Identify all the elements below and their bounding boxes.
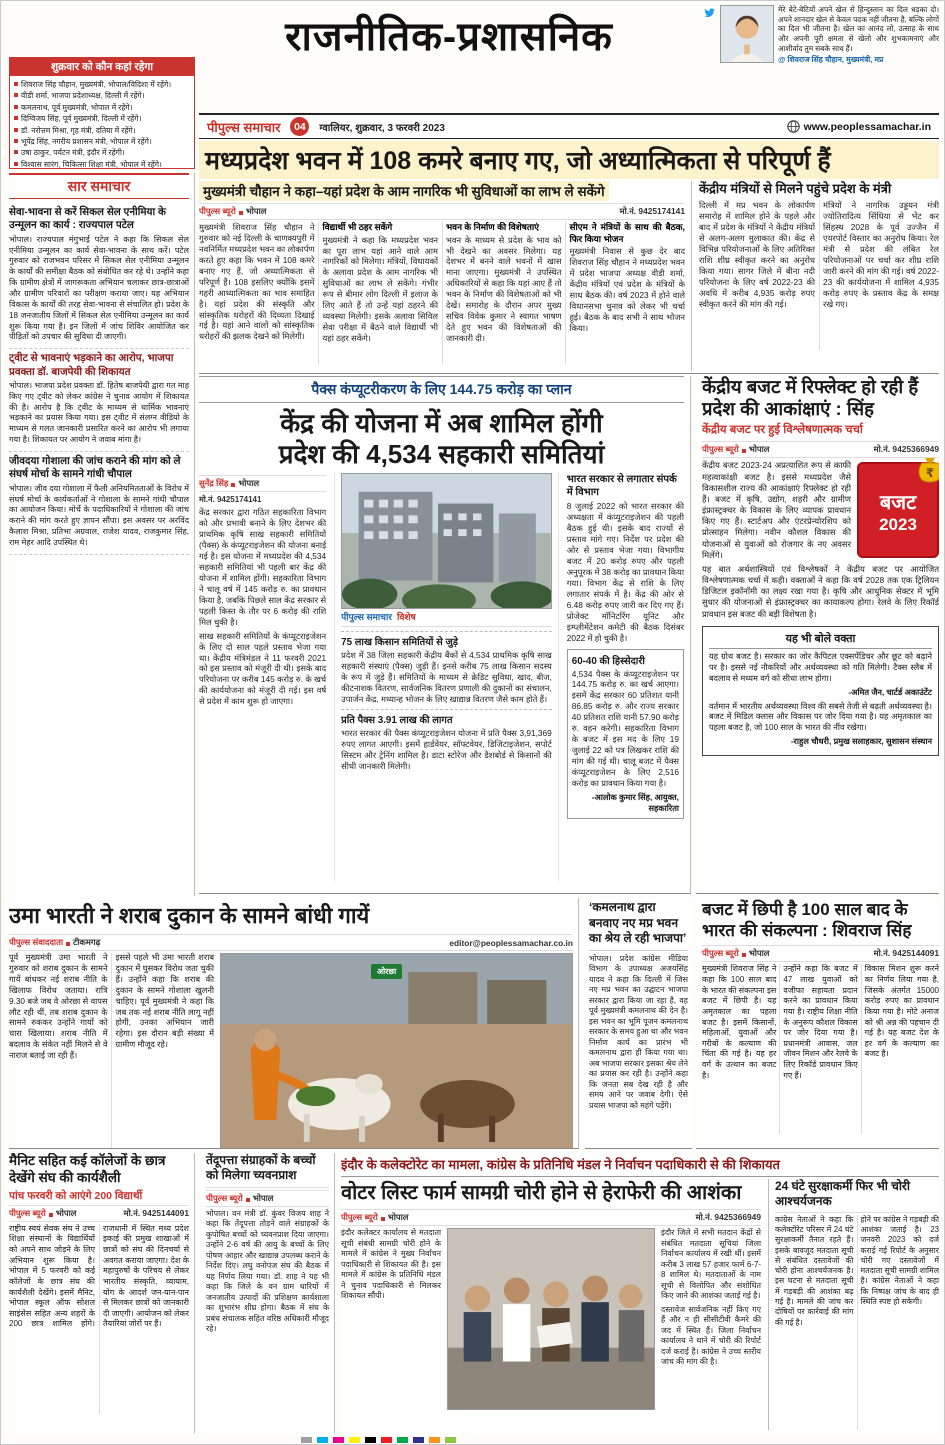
budget-2023-badge xyxy=(857,462,939,558)
registration-mark xyxy=(349,1437,360,1443)
byline-email[interactable]: editor@peoplessamachar.co.in xyxy=(449,937,573,948)
kamalnath-body: भोपाल। प्रदेश कांग्रेस मीडिया विभाग के उपाध्यक्ष अजयसिंह यादव ने कहा कि दिल्ली में जिस नए मप्र भवन का उद्घाटन भाजपा सरकार द्वारा किया जा रहा है, वह पूर्व मुख्यमंत्री कमलनाथ की देन है। इस भवन का भूमि पूजन कमलनाथ सरकार के समय हुआ था और भवन निर्माण कार्य का प्रारंभ भी कमलनाथ द्वारा ही किया गया था। अब भाजपा सरकार इसका श्रेय लेने का प्रयास कर रही है। उन्होंने कहा कि जनता सब देख रही है और समय आने पर जवाब देगी। ऐसे प्रयास भाजपा को महंगे पड़ेंगे। xyxy=(589,953,688,1110)
uma-body xyxy=(9,953,214,1149)
byline-agency: पीपुल्स ब्यूरो xyxy=(9,1207,46,1218)
lead-headline: मध्यप्रदेश भवन में 108 कमरे बनाए गए, जो अध्यात्मिकता से परिपूर्ण हैं xyxy=(199,141,939,179)
byline-separator-icon xyxy=(49,1213,53,1217)
speaker-sign: -अमित जैन, चार्टर्ड अकाउंटेंट xyxy=(848,687,932,697)
schedule-item-text: दिग्विजय सिंह, पूर्व मुख्यमंत्री, दिल्ली में रहेंगे। xyxy=(21,114,142,124)
dateline-strip xyxy=(199,113,939,139)
byline-row xyxy=(9,934,573,951)
uma-cows-photo xyxy=(220,953,573,1149)
print-registration-marks xyxy=(301,1437,456,1443)
budget-analysis-story xyxy=(696,376,939,894)
schedule-item xyxy=(14,90,190,101)
globe-icon xyxy=(787,120,800,133)
sidebar-story xyxy=(9,203,189,349)
tendu-story xyxy=(201,1153,335,1433)
schedule-box xyxy=(9,57,195,169)
byline-separator-icon xyxy=(231,483,235,487)
photo-caption-tag: विशेष xyxy=(397,612,416,623)
pacs-box-cost-body: भारत सरकार की पैक्स कंप्यूटराइजेशन योजना में प्रति पैक्स 3,91,369 रुपए लागत आएगी। इसमें हार्डवेयर, सॉफ्टवेयर, डिजिटाइजेशन, सपोर्ट सिस्टम और ट्रेनिंग शामिल है। डाटा स्टोरेज और डैशबोर्ड से किसानों की सीधी जानकारी मिलेगी। xyxy=(341,728,552,771)
crosshead: विद्यार्थी भी ठहर सकेंगे xyxy=(322,222,393,232)
money-bag-icon xyxy=(913,452,939,486)
paragraph: दिल्ली में मप्र भवन के लोकार्पण समारोह में शामिल होने के पहले और बाद में प्रदेश के मंत्रियों ने केंद्रीय मंत्रियों से अलग-अलग मुलाकात की। केंद्र से विभिन्न परियोजनाओं के लिए अतिरिक्त राशि शीघ्र स्वीकृत करने का अनुरोध किया गया। सागर जिले में बीना नदी परियोजना के लिए वर्ष 2022-23 की अवधि में करीब 4,935 करोड़ रुपए स्वीकृत करने की मांग की गई। xyxy=(699,200,815,309)
paragraph: मुख्यमंत्री निवास से कुछ देर बाद शिवराज सिंह चौहान ने मध्यप्रदेश भवन में प्रदेश भाजपा अध्यक्ष वीडी शर्मा, केंद्रीय मंत्रियों एवं प्रदेश के मंत्रियों के साथ बैठक की। वर्ष 2023 में होने वाले विधानसभा चुनाव को लेकर भी चर्चा हुई। बैठक के बाद सभी ने साथ भोजन किया। xyxy=(569,246,685,333)
twitter-icon xyxy=(701,6,717,20)
byline-city: भोपाल xyxy=(238,478,260,489)
paragraph: पूर्व मुख्यमंत्री उमा भारती ने गुरुवार को शराब दुकान के सामने गायें बांधकर नई शराब नीति के खिलाफ विरोध जताया। रात्रि 9.30 बजे जब वे ओरछा से वापस लौट रही थीं, तब शराब दुकान के सामने रुककर उन्होंने गायों को चारा खिलाया। शराब नीति में बदलाव के संकेत नहीं मिलने से वे नाराज बताई जा रही हैं। xyxy=(9,953,108,1061)
pacs-share-body: 4,534 पैक्स के कंप्यूटराइजेशन पर 144.75 करोड़ रु. का खर्च आएगा। इसमें केंद्र सरकार 60 प्रतिशत यानी 86.85 करोड़ रु. और राज्य सरकार 40 प्रतिशत राशि यानी 57.90 करोड़ रु. वहन करेगी। सहकारिता विभाग के बजट में इस मद के लिए 19 जुलाई 22 को पत्र लिखकर राशि की मांग की गई थी। चालू बजट में पैक्स कंप्यूटराइजेशन के लिए 2,516 करोड़ का प्रावधान किया गया है। xyxy=(571,668,679,788)
tendu-body: भोपाल। वन मंत्री डॉ. कुंवर विजय शाह ने कहा कि तेंदूपत्ता तोड़ने वाले संग्राहकों के कुपोषित बच्चों को च्यवनप्राश दिया जाएगा। उन्होंने 2-6 वर्ष की आयु के बच्चों के लिए पोषण आहार और खाद्यान्न उपलब्ध कराने के निर्देश दिए। लघु वनोपज संघ की बैठक में यह निर्णय लिया गया। डॉ. शाह ने यह भी कहा कि जिले के वन ग्राम धारियों में जनजातीय उत्पादों की प्रशिक्षण कार्यशाला का शुभारंभ शीघ्र होगा। बैठक में संघ के प्रबंध संचालक सहित वरिष्ठ अधिकारी मौजूद रहे। xyxy=(206,1208,329,1334)
registration-mark xyxy=(413,1437,424,1443)
byline-phone: मो.नं. 9425144091 xyxy=(873,948,939,959)
tweet-text: मेरे बेटे-बेटियों अपने खेल से हिन्दुस्तान का दिल धड़का दो। अपने शानदार खेल से केवल पदक नहीं जीतना है, बल्कि लोगों का दिल भी जीतना है। खेल का आनंद लो, उत्साह के साथ और अपनी पूरी क्षमता से खेलो और शुभकामनाएं और आशीर्वाद तुम सबके साथ हैं। xyxy=(778,5,939,53)
byline-phone: मो.नं. 9425366949 xyxy=(695,1212,761,1223)
schedule-item xyxy=(14,159,190,169)
byline-separator-icon xyxy=(66,942,70,946)
paragraph: होने पर कांग्रेस ने गड़बड़ी की आशंका जताई है। 23 जनवरी 2023 को दर्ज कराई गई रिपोर्ट के अनुसार चोरी गए दस्तावेजों में मतदाता सूची सामग्री शामिल है। कांग्रेस नेताओं ने कहा कि निष्पक्ष जांच के बाद ही स्थिति स्पष्ट हो सकेगी। xyxy=(860,1214,939,1306)
registration-mark xyxy=(365,1437,376,1443)
registration-mark xyxy=(301,1437,312,1443)
pacs-col-center xyxy=(334,473,559,881)
paper-brand: पीपुल्स समाचार xyxy=(207,119,281,135)
orchha-sign-label: ओरछा xyxy=(371,964,402,979)
paragraph: इससे पहले भी उमा भारती शराब दुकान में घुसकर विरोध जता चुकी हैं। उन्होंने कहा कि शराब की दुकान के सामने गोशाला खुलनी चाहिए। पूर्व मुख्यमंत्री ने कहा कि जब तक नई शराब नीति लागू नहीं होगी, उनका अभियान जारी रहेगा। इस दौरान बड़ी संख्या में ग्रामीण मौजूद रहे। xyxy=(115,953,214,1050)
schedule-item-text: भूपेंद्र सिंह, नगरीय प्रशासन मंत्री, भोपाल में रहेंगे। xyxy=(21,136,152,146)
cm-tweet-box xyxy=(701,5,939,111)
paragraph: इंदौर जिले में सभी मतदान केंद्रों से संबंधित मतदाता सूचियां जिला निर्वाचन कार्यालय में रखी थीं। इसमें करीब 3 लाख 57 हजार फार्म 6-7-8 शामिल थे। मतदाताओं के नाम सूची से विलोपित और संशोधित किए जाने की आशंका जताई गई है। xyxy=(661,1228,761,1301)
paragraph: मुख्यमंत्री शिवराज सिंह चौहान ने गुरुवार को नई दिल्ली के चाणक्यपुरी में नवनिर्मित मध्यप्रदेश भवन का लोकार्पण करते हुए कहा कि भवन में 108 कमरे बनाए गए हैं, जो अध्यात्मिकता से परिपूर्ण हैं। 108 इसलिए क्योंकि इसमें गहरी आध्यात्मिकता का भाव समाहित है। यहां प्रदेश की संस्कृति और सांस्कृतिक धरोहरों की दिव्यता दिखाई गई है। यहां आने वालों को सांस्कृतिक धरोहरों की झलक देखने को मिलेगी। xyxy=(199,222,315,342)
news-digest-sidebar xyxy=(9,173,195,896)
lead-story-main xyxy=(199,181,691,371)
shivraj-budget-story xyxy=(696,898,939,1149)
cm-portrait-illustration xyxy=(721,6,773,62)
byline-separator-icon xyxy=(742,449,746,453)
registration-mark xyxy=(333,1437,344,1443)
byline-city: भोपाल xyxy=(387,1212,409,1223)
pacs-box-farmers-body: प्रदेश में 38 जिला सहकारी केंद्रीय बैंकों से 4,534 प्राथमिक कृषि साख सहकारी संस्थाएं (पैक्स) जुड़ी हैं। इनसे करीब 75 लाख किसान सदस्य के रूप में जुड़े हैं। समितियों के माध्यम से क्रेडिट सुविधा, खाद, बीज, कीटनाशक वितरण, सार्वजनिक वितरण प्रणाली की दुकानों का संचालन, उपार्जन केंद्र, मध्यान्ह भोजन के लिए खाद्यान्न वितरण जैसे काम होते हैं। xyxy=(341,650,552,705)
lead-subhead: मुख्यमंत्री चौहान ने कहा–यहां प्रदेश के आम नागरिक भी सुविधाओं का लाभ ले सकेंगे xyxy=(199,181,609,201)
ministers-body xyxy=(699,200,939,350)
lead-body xyxy=(199,222,685,364)
byline-separator-icon xyxy=(381,1217,385,1221)
pacs-box-cost-head: प्रति पैक्स 3.91 लाख की लागत xyxy=(341,709,552,726)
manit-rss-story xyxy=(9,1153,195,1433)
byline-agency: पीपुल्स ब्यूरो xyxy=(199,206,236,216)
website-link[interactable] xyxy=(787,120,931,133)
voter-substory-headline: 24 घंटे सुरक्षाकर्मी फिर भी चोरी आश्चर्यजनक xyxy=(775,1179,939,1213)
voter-headline: वोटर लिस्ट फार्म सामग्री चोरी होने से हेराफेरी की आशंका xyxy=(341,1182,742,1204)
shivraj-body xyxy=(702,964,939,1134)
uma-bharti-story xyxy=(9,898,579,1149)
sidebar-story xyxy=(9,349,189,452)
pacs-story xyxy=(199,376,691,894)
website-url[interactable]: www.peoplessamachar.in xyxy=(803,120,931,133)
sidebar-story xyxy=(9,452,189,555)
byline-row xyxy=(206,1190,329,1207)
crosshead: भवन के निर्माण की विशेषताएं xyxy=(446,222,539,232)
schedule-item xyxy=(14,125,190,136)
paragraph: साख सहकारी समितियों के कंप्यूटराइजेशन के लिए दो साल पहले प्रस्ताव भेजा गया था। केंद्रीय मंत्रिमंडल ने 11 फरवरी 2021 को इस प्रस्ताव को मंजूरी दी थी। इसके बाद परियोजना पर करीब 145 करोड़ रु. के खर्च की कार्ययोजना को मंजूरी दी गई। इस वर्ष से प्रदेश में काम शुरू हो जाएगा। xyxy=(199,630,327,707)
schedule-item xyxy=(14,102,190,113)
schedule-list xyxy=(10,76,194,169)
registration-mark xyxy=(429,1437,440,1443)
manit-subhead: पांच फरवरी को आएंगे 200 विद्यार्थी xyxy=(9,1189,143,1202)
cm-portrait-photo xyxy=(720,5,774,63)
budget-headline: केंद्रीय बजट में रिफ्लेक्ट हो रही हैं प्रदेश की आकांक्षाएं : सिंह xyxy=(702,376,919,420)
crosshead: सीएम ने मंत्रियों के साथ की बैठक, फिर किया भोजन xyxy=(569,222,685,244)
budget-subhead: केंद्रीय बजट पर हुई विश्लेषणात्मक चर्चा xyxy=(702,424,863,437)
byline-separator-icon xyxy=(246,1198,250,1202)
schedule-item-text: डॉ. नरोत्तम मिश्रा, गृह मंत्री, दतिया में रहेंगे। xyxy=(21,125,136,135)
paragraph: केंद्रीय बजट 2023-24 अप्रत्याशित रूप से काफी महत्वाकांक्षी बजट है। इससे मध्यप्रदेश जैसे विकासशील राज्य की आकांक्षाएं रिफ्लेक्ट हो रही हैं। बजट में कृषि, उद्योग, शहरी और ग्रामीण इंफ्रास्ट्रक्चर के विकास के लिए व्यापक प्रावधान किए गए हैं। स्टार्टअप और एंटरप्रेन्योरशिप को प्रोत्साहन मिलेगा। नवीन कौशल विकास की योजनाओं से युवाओं को रोजगार के नए अवसर मिलेंगे। xyxy=(702,460,851,560)
page-number-badge: 04 xyxy=(290,117,309,136)
speaker-quote: वर्तमान में भारतीय अर्थव्यवस्था विश्व की सबसे तेजी से बढ़ती अर्थव्यवस्था है। बजट में मिडिल क्लास और विकास पर जोर दिया गया है। यह अमृतकाल का पहला बजट है, जो 100 साल के भारत की नींव रखेगा। xyxy=(709,701,932,733)
building-photo-illustration xyxy=(342,474,551,608)
paragraph: यह बात अर्थशास्त्रियों एवं विश्लेषकों ने केंद्रीय बजट पर आयोजित विश्लेषणात्मक चर्चा में कही। वक्ताओं ने कहा कि वर्ष 2028 तक एक ट्रिलियन डिजिटल इकॉनॉमी का लक्ष्य रखा गया है। कृषि और आधुनिक सेक्टर में भूमि सुधार की योजनाओं से इंफ्रास्ट्रक्चर का कायाकल्प होगा। रेलवे के लिए रिकॉर्ड प्रावधान इस बजट की बड़ी विशेषता है। xyxy=(702,563,939,619)
pacs-col-right xyxy=(567,473,684,881)
speaker-quote: यह ग्रोथ बजट है। सरकार का जोर कैपिटल एक्सपेंडिचर और छूट को बढ़ाने पर है। इससे नई नौकरियों और अर्थव्यवस्था को गति मिलेगी। टैक्स स्लैब में बदलाव से मध्यम वर्ग को सीधा लाभ होगा। xyxy=(709,651,932,683)
paragraph: केंद्र सरकार द्वारा गठित सहकारिता विभाग को और प्रभावी बनाने के लिए देशभर की प्राथमिक कृषि साख सहकारी समितियों (पैक्स) के कंप्यूटराइजेशन की योजना बनाई गई है। इस योजना में मध्यप्रदेश की 4,534 सहकारी समितियां भी पहली बार केंद्र की योजना में शामिल होंगी। सहकारिता विभाग ने चालू वर्ष में 145 करोड़ रु. का प्रावधान किया है, जबकि पिछले साल केंद्र सरकार से पहली किस्त के तौर पर 6 करोड़ की राशि मिल चुकी है। xyxy=(199,507,327,627)
byline-city: भोपाल xyxy=(252,1192,274,1203)
photo-caption-brand: पीपुल्स समाचार xyxy=(341,612,392,623)
pacs-headline-line1: केंद्र की योजना में अब शामिल होंगी xyxy=(280,408,603,438)
pacs-kicker: पैक्स कंप्यूटरीकरण के लिए 144.75 करोड़ का प्लान xyxy=(199,376,684,403)
schedule-item xyxy=(14,79,190,90)
memorandum-photo-illustration xyxy=(448,1229,654,1409)
paragraph: मंत्रियों ने नागरिक उड्डयन मंत्री ज्योतिरादित्य सिंधिया से भेंट कर सिंहस्थ 2028 के पूर्व उज्जैन में एयरपोर्ट विस्तार का अनुरोध किया। रेल मंत्री से प्रदेश की लंबित रेल परियोजनाओं पर चर्चा कर शीघ्र राशि जारी करने की मांग की गई। वर्ष 2022-23 की कार्ययोजना में शामिल 4,935 करोड़ रुपए के प्रस्ताव केंद्र के समक्ष रखे गए। xyxy=(823,200,939,309)
bullet-icon xyxy=(14,139,18,143)
pacs-body xyxy=(199,507,326,707)
byline-phone: मो.नं. 9425366949 xyxy=(873,444,939,455)
byline-city: भोपाल xyxy=(748,444,770,455)
schedule-item-text: वीडी शर्मा, भाजपा प्रदेशाध्यक्ष, दिल्ली में रहेंगे। xyxy=(21,91,145,101)
voter-substory-body xyxy=(775,1215,939,1430)
byline-row xyxy=(199,203,685,220)
sidebar-header: सार समाचार xyxy=(9,173,189,199)
schedule-item xyxy=(14,147,190,158)
pacs-box-farmers-head: 75 लाख किसान समितियों से जुड़े xyxy=(341,631,552,648)
speakers-box xyxy=(702,626,939,756)
schedule-item-text: कमलनाथ, पूर्व मुख्यमंत्री, भोपाल में रहेंगे। xyxy=(21,102,133,112)
sidebar-story-title: जीवदया गोशाला की जांच कराने की मांग को ले संघर्ष मोर्चा के सामने गांधी चौपाल xyxy=(9,456,181,481)
tweet-attribution[interactable]: @ शिवराज सिंह चौहान, मुख्यमंत्री, मप्र xyxy=(778,55,884,65)
pacs-share-box xyxy=(567,649,684,819)
shivraj-headline: बजट में छिपी है 100 साल बाद के भारत की संकल्पना : शिवराज सिंह xyxy=(702,900,912,940)
byline-city: टीकमगढ़ xyxy=(73,937,101,947)
schedule-item-text: शिवराज सिंह चौहान, मुख्यमंत्री, भोपाल/विदिशा में रहेंगे। xyxy=(21,80,172,89)
voter-list-story xyxy=(341,1153,939,1433)
paragraph: मुख्यमंत्री शिवराज सिंह ने कहा कि 100 साल बाद के भारत की संकल्पना इस बजट में छिपी है। यह अमृतकाल का पहला बजट है। इसमें किसानों, महिलाओं, युवाओं और गरीबों के कल्याण की चिंता की गई है। यह हर वर्ग के उत्थान का बजट है। xyxy=(702,964,777,1080)
schedule-item-text: उषा ठाकुर, पर्यटन मंत्री, इंदौर में रहेंगी। xyxy=(21,148,125,158)
bullet-icon xyxy=(14,128,18,132)
pacs-headline xyxy=(199,403,684,473)
registration-mark xyxy=(397,1437,408,1443)
kamalnath-story xyxy=(585,898,692,1149)
pacs-share-head: 60-40 की हिस्सेदारी xyxy=(571,655,645,667)
voter-kicker: इंदौर के कलेक्टोरेट का मामला, कांग्रेस के प्रतिनिधि मंडल ने निर्वाचन पदाधिकारी से की शिकायत xyxy=(341,1153,939,1177)
svg-text:₹: ₹ xyxy=(925,466,935,481)
registration-mark xyxy=(445,1437,456,1443)
voter-story-main xyxy=(341,1179,761,1430)
bullet-icon xyxy=(14,105,18,109)
badge-word: बजट xyxy=(879,492,917,515)
byline-agency: पीपुल्स संवाददाता xyxy=(9,937,64,947)
byline-city: भोपाल xyxy=(245,206,267,216)
pacs-col-left xyxy=(199,473,326,881)
bullet-icon xyxy=(14,93,18,97)
pacs-signoff: -आलोक कुमार सिंह, आयुक्त, सहकारिता xyxy=(591,792,679,813)
byline-row xyxy=(199,475,326,492)
byline-row xyxy=(702,441,939,458)
sidebar-story-body: भोपाल। भाजपा प्रदेश प्रवक्ता डॉ. हितेष बाजपेयी द्वारा गत माह किए गए ट्वीट को लेकर कांग्रेस ने चुनाव आयोग में शिकायत की है। आरोप है कि ट्वीट के माध्यम से धार्मिक भावनाएं भड़काने का प्रयास किया गया। इस ट्वीट में संलग्न वीडियो के माध्यम से गलत जानकारी प्रसारित करने का आरोप भी लगाया गया है। शिकायत पर आयोग ने जवाब मांगा है। xyxy=(9,380,189,445)
speaker-sign: -राहुल चौधरी, प्रमुख सलाहकार, सुशासन संस्थान xyxy=(790,737,932,747)
byline-separator-icon xyxy=(239,211,243,215)
pacs-contact-head: भारत सरकार से लगातार संपर्क में विभाग xyxy=(566,474,677,499)
byline-agency: पीपुल्स ब्यूरो xyxy=(341,1212,378,1223)
paragraph: विकास मिशन शुरू करने का निर्णय लिया गया है, जिसके अंतर्गत 15000 करोड़ रुपए का प्रावधान किया गया है। मोटे अनाज को श्री अन्न की पहचान दी गई है। यह बजट देश के हर वर्ग के कल्याण का बजट है। xyxy=(864,964,939,1059)
ministers-story xyxy=(691,181,939,371)
byline-phone: मो.नं. 9425144091 xyxy=(123,1207,189,1218)
byline-phone: मो.नं. 9425174141 xyxy=(619,206,685,216)
paragraph: मुख्यमंत्री ने कहा कि मध्यप्रदेश भवन का पूरा लाभ यहां आने वाले आम नागरिकों को मिलेगा। मंत्रियों, विधायकों के अलावा प्रदेश के आम नागरिक भी सुविधाओं का लाभ ले सकेंगे। गंभीर रूप से बीमार लोग दिल्ली में इलाज के लिए आते हैं तो उन्हें यहां ठहरने की व्यवस्था मिलेगी। इसके अलावा सिविल सेवा परीक्षा में बैठने वाले विद्यार्थी भी यहां ठहर सकेंगे। xyxy=(322,234,438,344)
byline-agency: सुनेंद्र सिंह xyxy=(199,478,229,489)
bullet-icon xyxy=(14,162,18,166)
bullet-icon xyxy=(14,82,18,86)
sidebar-story-title: सेवा-भावना से करें सिकल सेल एनीमिया के उन्मूलन का कार्य : राज्यपाल पटेल xyxy=(9,207,166,232)
sidebar-story-body: भोपाल। राज्यपाल मंगुभाई पटेल ने कहा कि सिकल सेल एनीमिया उन्मूलन का कार्य सेवा-भावना के साथ करें। पटेल गुरुवार को राजभवन परिसर में सिकल सेल एनीमिया उन्मूलन के कार्यों की समीक्षा बैठक को संबोधित कर रहे थे। उन्होंने कहा कि ग्रामीण क्षेत्रों में जागरूकता अभियान चलाकर छात्र-छात्राओं और ग्रामीण परिवारों का परीक्षण कराया जाए। यह अभियान विकास के कार्यों की तरह सेवा-भावना से संचालित हो। प्रदेश के 18 जनजातीय जिलों में सिकल सेल एनीमिया उन्मूलन का कार्य शुरू किया गया है। इन जिलों में जांच शिविर आयोजित कर पीड़ितों को उपचार की सुविधा दी जाएगी। xyxy=(9,234,189,342)
byline-city: भोपाल xyxy=(55,1207,77,1218)
kamalnath-headline: ‘कमलनाथ द्वारा बनवाए नए मप्र भवन का श्रेय ले रही भाजपा’ xyxy=(589,898,688,951)
speakers-box-title: यह भी बोले वक्ता xyxy=(709,631,932,649)
budget-body xyxy=(702,460,939,619)
lead-story xyxy=(199,141,939,374)
byline-separator-icon xyxy=(742,953,746,957)
byline-agency: पीपुल्स ब्यूरो xyxy=(206,1192,243,1203)
byline-phone: मो.नं. 9425174141 xyxy=(199,495,262,505)
pacs-contact-body: 8 जुलाई 2022 को भारत सरकार की अध्यक्षता में कंप्यूटराइजेशन की पहली बैठक हुई थी। इसके बाद राज्यों से प्रस्ताव मांगे गए। निर्देश पर प्रदेश की ओर से प्रस्ताव भेजा गया। विभागीय बजट में 20 करोड़ रुपए और पहली अनुपूरक में 38 करोड़ का प्रावधान किया गया। विभाग केंद्र से राशि के लिए लगातार संपर्क में है। केंद्र की ओर से 6.48 करोड़ रुपए जारी कर दिए गए हैं। प्रोजेक्ट मॉनिटरिंग यूनिट और इम्प्लीमेंटेशन कमेटी की बैठक दिसंबर 2022 में हो चुकी है। xyxy=(566,501,684,643)
tendu-headline: तेंदूपत्ता संग्राहकों के बच्चों को मिलेगा च्यवनप्राश xyxy=(206,1153,329,1188)
voter-text-col: इंदौर कलेक्टर कार्यालय से मतदाता सूची संबंधी सामग्री चोरी होने के मामले में कांग्रेस ने मुख्य निर्वाचन पदाधिकारी से शिकायत की है। इस मामले में कांग्रेस के प्रतिनिधि मंडल ने चुनाव पदाधिकारी से मिलकर शिकायत सौंपी। xyxy=(341,1228,441,1301)
sidebar-story-body: भोपाल। जीव दया गोशाला में फैली अनियमितताओं के विरोध में संघर्ष मोर्चा के कार्यकर्ताओं ने गोशाला के सामने गांधी चौपाल का आयोजन किया। मोर्चे के पदाधिकारियों ने गोशाला की जांच कराने की मांग करते हुए ज्ञापन सौंपा। इस अवसर पर अरविंद कैलाश मिश्रा, प्रतिभा अग्रवाल, राजेश यादव, राजकुमार सिंह, राम मेहर आदि उपस्थित थे। xyxy=(9,483,189,547)
uma-headline: उमा भारती ने शराब दुकान के सामने बांधी गायें xyxy=(9,903,370,928)
uma-photo-illustration xyxy=(221,954,572,1148)
byline-agency: पीपुल्स ब्यूरो xyxy=(702,444,739,455)
edition-date: ग्वालियर, शुक्रवार, 3 फरवरी 2023 xyxy=(319,122,445,134)
pacs-headline-line2: प्रदेश की 4,534 सहकारी समितियां xyxy=(278,438,605,469)
byline-row xyxy=(9,1205,189,1222)
voter-substory xyxy=(768,1179,939,1430)
schedule-item xyxy=(14,113,190,124)
schedule-item-text: विश्वास सारंग, चिकित्सा शिक्षा मंत्री, भोपाल में रहेंगे। xyxy=(21,159,162,169)
byline-row xyxy=(702,945,939,962)
masthead-title: राजनीतिक-प्रशासनिक xyxy=(285,15,613,59)
paragraph: उन्होंने कहा कि बजट में 47 लाख युवाओं को वजीफा सहायता प्रदान करने का प्रावधान किया गया है। राष्ट्रीय शिक्षा नीति के अनुरूप कौशल विकास पर जोर दिया गया है। प्रधानमंत्री आवास, जल जीवन मिशन और रेलवे के लिए रिकॉर्ड प्रावधान किए गए हैं। xyxy=(783,964,858,1080)
bullet-icon xyxy=(14,116,18,120)
schedule-box-title: शुक्रवार को कौन कहां रहेगा xyxy=(10,58,194,76)
byline-city: भोपाल xyxy=(748,948,770,959)
registration-mark xyxy=(381,1437,392,1443)
paragraph: कांग्रेस नेताओं ने कहा कि कलेक्टोरेट परिसर में 24 घंटे सुरक्षाकर्मी तैनात रहते हैं। इसके बावजूद मतदाता सूची से संबंधित दस्तावेजों की चोरी होना आश्चर्यजनक है। इस घटना से मतदाता सूची में गड़बड़ी की आशंका बढ़ गई है। मामले की जांच कर दोषियों पर कार्रवाई की मांग की गई है। xyxy=(775,1214,854,1327)
registration-mark xyxy=(317,1437,328,1443)
bullet-icon xyxy=(14,150,18,154)
voter-text-col xyxy=(661,1228,761,1410)
cooperative-building-photo xyxy=(341,473,552,609)
memorandum-photo xyxy=(447,1228,655,1410)
byline-row xyxy=(341,1209,761,1226)
sidebar-story-title: ट्वीट से भावनाएं भड़काने का आरोप, भाजपा प्रवक्ता डॉ. बाजपेयी की शिकायत xyxy=(9,353,174,378)
badge-year: 2023 xyxy=(879,515,917,535)
photo-caption xyxy=(341,609,552,627)
manit-body: राष्ट्रीय स्वयं सेवक संघ ने उच्च शिक्षा संस्थानों के विद्यार्थियों को अपने साथ जोड़ने के लिए अभियान शुरू किया है। भोपाल में 5 फरवरी को कई कॉलेजों के छात्र संघ की कार्यशैली देखेंगे। इसमें मैनिट, भोपाल स्कूल ऑफ सोशल साइंसेस सहित अन्य शहरों के 200 छात्र शामिल होंगे। राजधानी में स्थित मध्य प्रदेश इकाई की प्रमुख शाखाओं में छात्रों को संघ की दिनचर्या से अवगत कराया जाएगा। देश के महापुरुषों के परिचय से लेकर भारतीय संस्कृति, व्यायाम, योग के आदर्श जन-यान-पान से मिलकर छात्रों को जानकारी दी जाएगी। आयोजन को लेकर तैयारियां जोरों पर हैं। xyxy=(9,1223,189,1329)
paragraph: दस्तावेज सार्वजनिक नहीं किए गए हैं और न ही सीसीटीवी कैमरे की जद में स्थित हैं। जिला निर्वाचन कार्यालय ने थाने में चोरी की रिपोर्ट दर्ज कराई है। कांग्रेस ने उच्च स्तरीय जांच की मांग की है। xyxy=(661,1304,761,1367)
ministers-headline: केंद्रीय मंत्रियों से मिलने पहुंचे प्रदेश के मंत्री xyxy=(699,181,892,196)
manit-headline: मैनिट सहित कई कॉलेजों के छात्र देखेंगे संघ की कार्यशैली xyxy=(9,1153,166,1185)
paragraph: भवन के माध्यम से प्रदेश के भाव को भी देखने का अवसर मिलेगा। यह देशभर में बनने वाले भवनों में खास माना जाएगा। मुख्यमंत्री ने उपस्थित अधिकारियों से कहा कि यहां आए हैं तो भवन के निर्माण की विशेषताओं को भी देखें। समारोह के दौरान अपर मुख्य सचिव विवेक कुमार ने स्वागत भाषण देते हुए भवन की विशेषताओं की जानकारी दी। xyxy=(446,234,562,344)
schedule-item xyxy=(14,136,190,147)
byline-agency: पीपुल्स ब्यूरो xyxy=(702,948,739,959)
